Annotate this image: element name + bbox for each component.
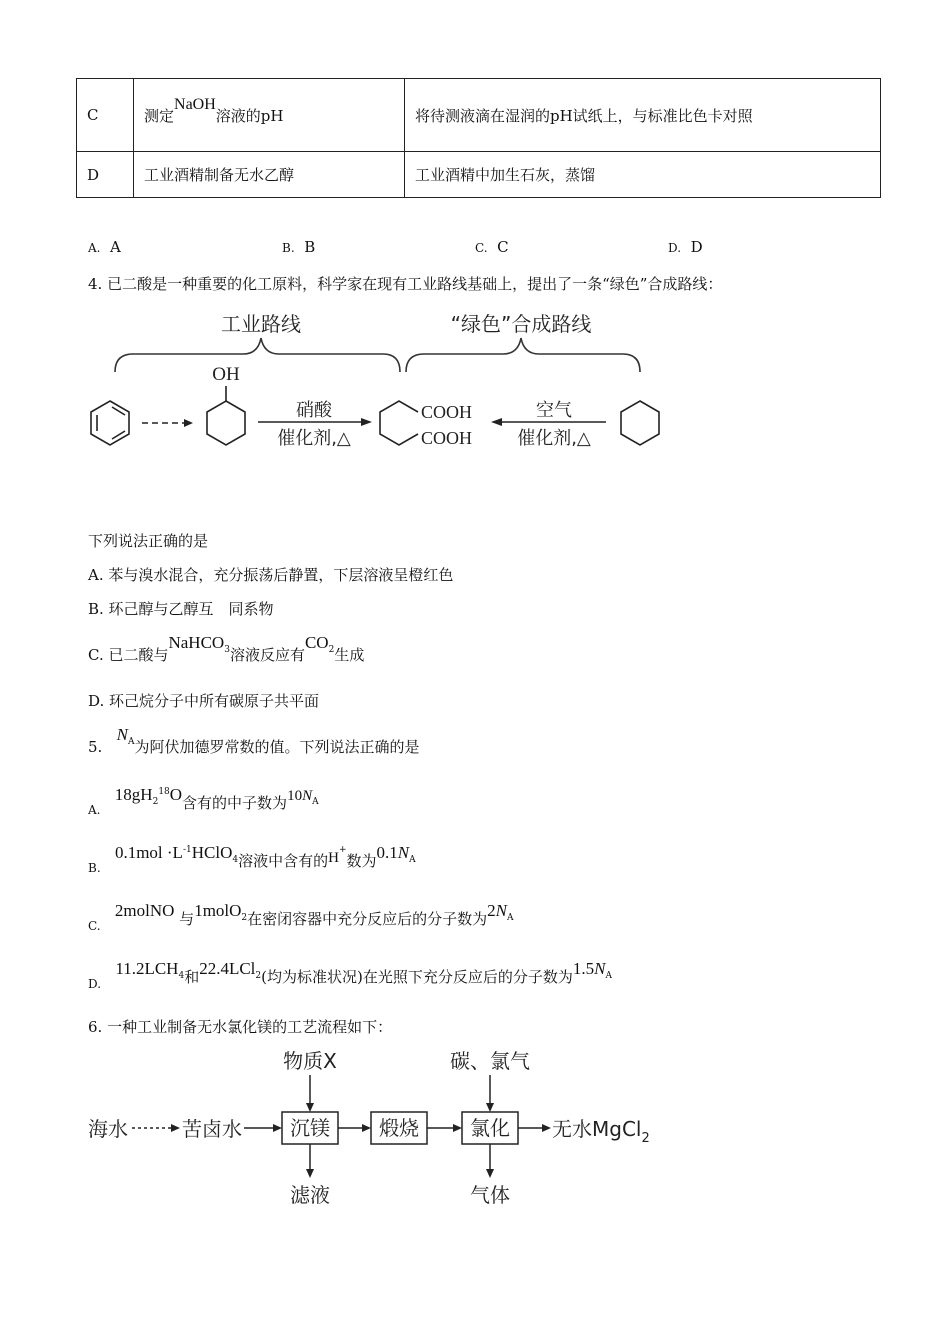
q5-stem: 5. $N_A$为阿伏加德罗常数的值。下列说法正确的是 (88, 725, 420, 756)
q3-option-b: B. B (282, 238, 316, 256)
box-calcine-label: 煅烧 (379, 1116, 419, 1140)
q4-option-b: B. 环己醇与乙醇互 同系物 (88, 600, 274, 618)
green-brace (406, 338, 640, 372)
q4-option-d: D. 环己烷分子中所有碳原子共平面 (88, 692, 320, 710)
q6-stem: 6. 一种工业制备无水氯化镁的工艺流程如下： (88, 1018, 393, 1036)
cooh-bottom: COOH (421, 428, 473, 448)
reagent-air: 空气 (536, 400, 572, 421)
q4-stem: 4. 已二酸是一种重要的化工原料，科学家在现有工业路线基础上，提出了一条“绿色”合成路线： (88, 275, 723, 293)
options-table (76, 78, 881, 198)
row-label: D (77, 152, 134, 198)
catalyst-label-2: 催化剂,△ (517, 428, 591, 449)
experiment-cell: 工业酒精制备无水乙醇 (134, 152, 405, 198)
reagent-carbon-chlorine: 碳、氯气 (450, 1049, 530, 1073)
catalyst-label-1: 催化剂,△ (277, 428, 351, 449)
green-route-label: “绿色”合成路线 (450, 312, 592, 336)
q5-option-b: $_{B.}$ $0.1mol \cdot L^{-1}HClO_4$溶液中含有的H+数为$0.1N_A$ (88, 843, 416, 875)
seawater-label: 海水 (88, 1117, 128, 1141)
cyclohexane-ring (621, 401, 659, 445)
q3-option-c: C. C (475, 238, 509, 256)
benzene-ring (91, 401, 129, 445)
reverse-arrow (491, 418, 502, 426)
box-chlorinate-label: 氯化 (470, 1116, 510, 1140)
q4-option-c: C. 已二酸与NaHCO$_3$溶液反应有$CO_2$生成 (88, 633, 365, 664)
q3-option-d: D. D (668, 238, 703, 256)
brine-label: 苦卤水 (182, 1117, 242, 1141)
synthesis-route-diagram (88, 304, 678, 459)
reagent-x: 物质X (283, 1049, 337, 1073)
table-row (77, 152, 881, 198)
forward-arrow (361, 418, 372, 426)
cooh-top: COOH (421, 402, 473, 422)
box-precipitate-label: 沉镁 (290, 1116, 330, 1140)
filtrate-label: 滤液 (290, 1183, 330, 1207)
industrial-brace (115, 338, 400, 372)
q3-option-a: A. A (88, 238, 121, 256)
exp-text: 测定 (144, 106, 175, 125)
adipic-acid-skeleton (380, 401, 418, 445)
industrial-route-label: 工业路线 (221, 312, 301, 336)
exp-formula: NaOH (174, 95, 216, 113)
q4-option-a: A. 苯与溴水混合，充分振荡后静置，下层溶液呈橙红色 (88, 566, 454, 584)
operation-cell: 将待测液滴在湿润的pH试纸上，与标准比色卡对照 (405, 79, 881, 152)
row-label: C (77, 79, 134, 152)
reagent-nitric-acid: 硝酸 (296, 400, 332, 421)
q4-prompt: 下列说法正确的是 (88, 532, 209, 550)
product-label: 无水MgCl$_2$ (552, 1117, 650, 1146)
exp-text-post: 溶液的pH (215, 106, 284, 125)
q5-option-d: $_{D.}$ $11.2LCH_4$和22.4LCl$_2$(均为标准状况)在光照下充分反应后的分子数为$1.5N_A$ (88, 959, 612, 991)
table-row (77, 79, 881, 152)
process-flow-diagram (84, 1040, 674, 1215)
q5-option-c: $_{C.}$ 2molNO 与1molO$_2$在密闭容器中充分反应后的分子数为$2N_A$ (88, 901, 514, 933)
gas-label: 气体 (470, 1183, 510, 1207)
cyclohexanol-ring (207, 386, 245, 445)
q5-option-a: $_{A.}$ $18gH_2^{18}O$含有的中子数为$10N_A$ (88, 785, 319, 817)
experiment-cell (134, 79, 405, 152)
oh-label: OH (212, 364, 240, 385)
operation-cell: 工业酒精中加生石灰，蒸馏 (405, 152, 881, 198)
